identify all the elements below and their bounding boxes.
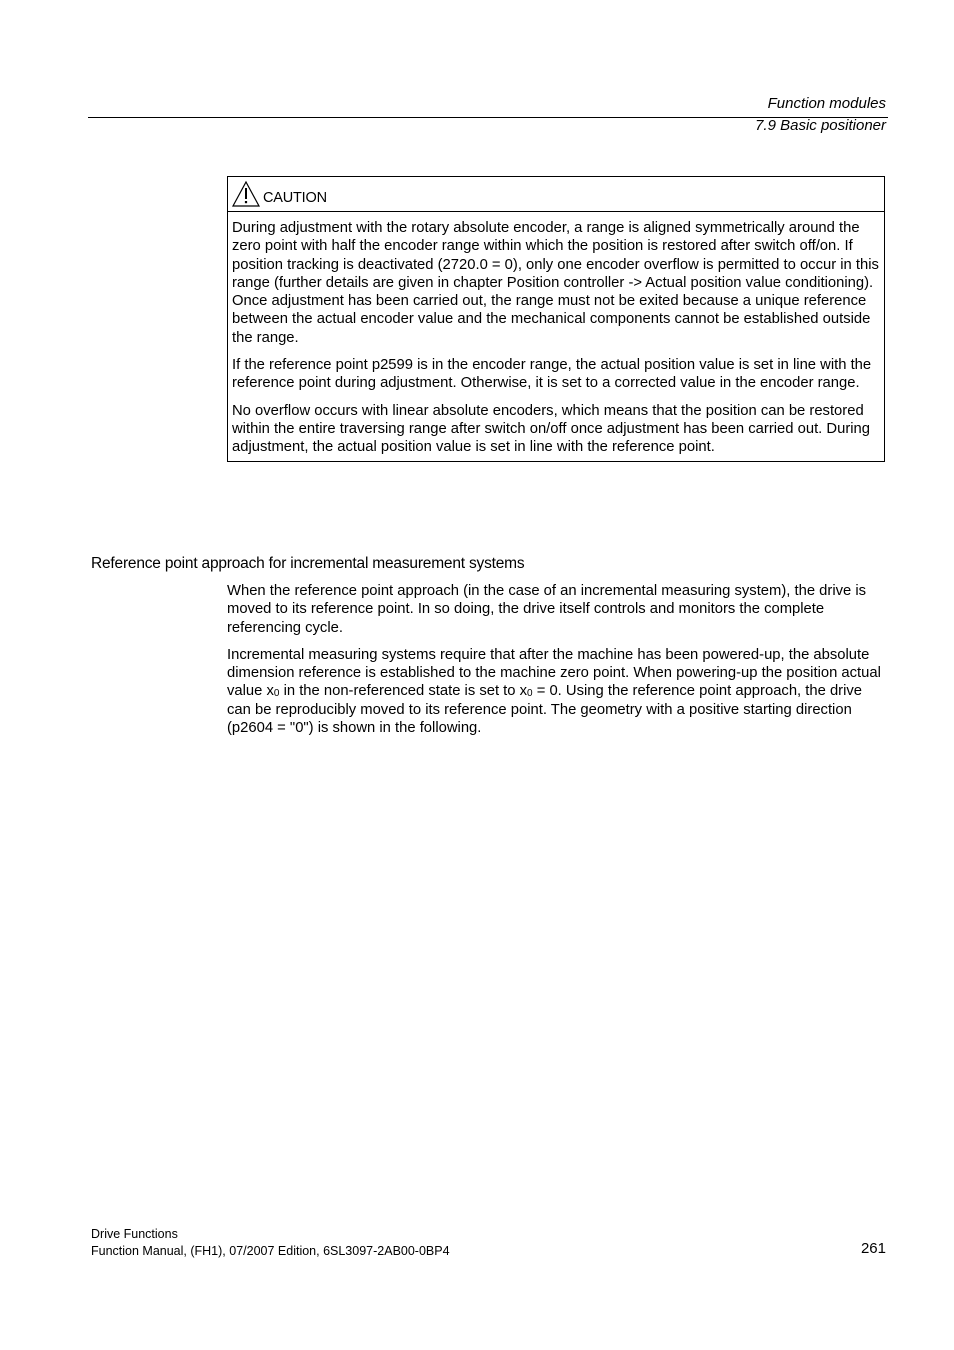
caution-header (228, 177, 884, 212)
caution-paragraph: If the reference point p2599 is in the encoder range, the actual position value is set in line with the reference point during adjustment. Otherwise, it is set to a corrected value in the encoder range. (232, 357, 872, 392)
caution-box (227, 176, 885, 462)
section-body (227, 582, 887, 746)
warning-triangle-icon (231, 180, 261, 208)
body-paragraph: When the reference point approach (in the case of an incremental measuring system), the drive is moved to its reference point. In so doing, the drive itself controls and monitors the complete referencing cycle. (227, 583, 867, 636)
header-chapter: Function modules (767, 95, 886, 112)
caution-label: CAUTION (263, 190, 327, 206)
section-heading: Reference point approach for incremental measurement systems (91, 555, 525, 572)
caution-paragraph: During adjustment with the rotary absolute encoder, a range is aligned symmetrically around the zero point with half the encoder range within which the position is restored after switch off/on. If position tracking is deactivated (2720.0 = 0), only one encoder overflow is permitted to occur in this range (further details are given in chapter Position controller -> Actual position value conditioning). Once adjustment has been carried out, the range must not be exited because a unique reference between the actual encoder value and the mechanical components cannot be established outside the range. (232, 220, 879, 346)
subscript: 0 (273, 688, 280, 700)
caution-paragraph: No overflow occurs with linear absolute encoders, which means that the position can be restored within the entire traversing range after switch on/off once adjustment has been carried out. During adjustment, the actual position value is set in line with the reference point. (232, 402, 870, 456)
header-section: 7.9 Basic positioner (755, 117, 886, 134)
footer-edition: Function Manual, (FH1), 07/2007 Edition, 6SL3097-2AB00-0BP4 (91, 1244, 450, 1258)
page-number: 261 (860, 1240, 886, 1257)
subscript: 0 (527, 688, 533, 700)
body-text: Incremental measuring systems require that after the machine has been powered-up, the absolute dimension reference is established to the machine zero point. When powering-up the position actual value x (227, 646, 881, 700)
footer-title: Drive Functions (91, 1227, 178, 1241)
body-text: in the non-referenced state is set to x (279, 683, 528, 700)
body-text: = 0. Using the reference point approach, the drive can be reproducibly moved to its reference point. The geometry with a positive starting direction (p2604 = "0") is shown in the following. (227, 683, 863, 737)
body-paragraph (227, 646, 887, 737)
caution-body (228, 212, 884, 461)
